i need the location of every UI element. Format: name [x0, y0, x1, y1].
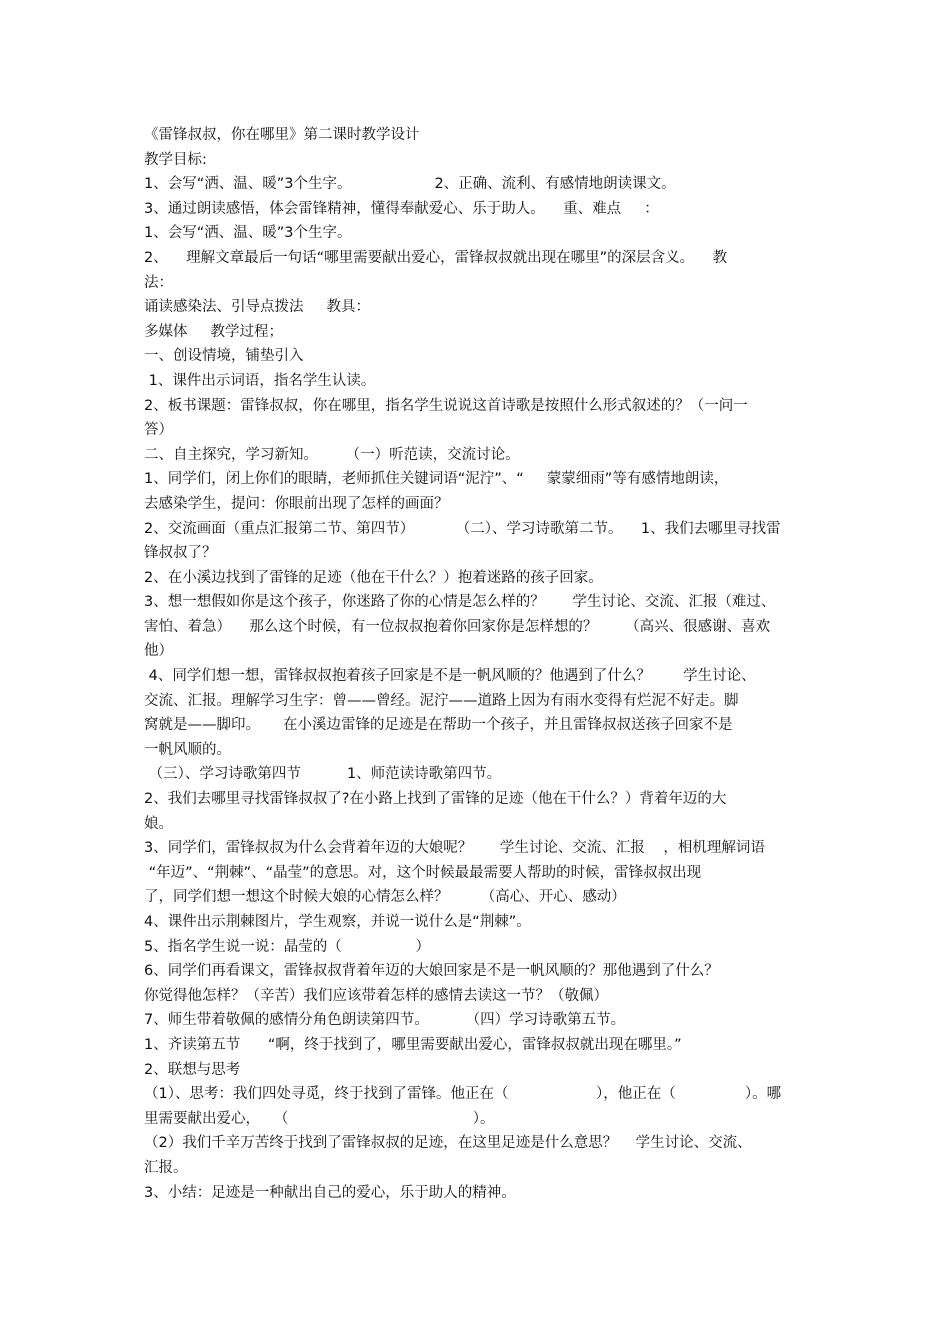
text-line: 3、小结：足迹是一种献出自己的爱心，乐于助人的精神。 — [144, 1184, 516, 1201]
text-line: 你觉得他怎样？（辛苦）我们应该带着怎样的感情去读这一节？（敬佩） — [144, 987, 608, 1004]
text-line: 法： — [144, 274, 173, 291]
text-line: 汇报。 — [144, 1159, 188, 1176]
text-line: “年迈”、“荆棘”、“晶莹”的意思。对，这个时候最最需要人帮助的时候，雷锋叔叔出现 — [144, 864, 702, 881]
text-line: 1、同学们，闭上你们的眼睛，老师抓住关键词语“泥泞”、“ 蒙蒙细雨”等有感情地朗读， — [144, 471, 729, 488]
text-line: 一帆风顺的。 — [144, 741, 231, 758]
text-line: 里需要献出爱心， （ ）。 — [144, 1110, 495, 1127]
text-line: 2、在小溪边找到了雷锋的足迹（他在干什么？）抱着迷路的孩子回家。 — [144, 569, 603, 586]
text-line: 1、齐读第五节 “啊，终于找到了，哪里需要献出爱心，雷锋叔叔就出现在哪里。” — [144, 1036, 682, 1053]
text-line: 诵读感染法、引导点拨法 教具： — [144, 299, 371, 316]
text-line: 5、指名学生说一说：晶莹的（ ） — [144, 938, 430, 955]
text-line: （2）我们千辛万苦终于找到了雷锋叔叔的足迹，在这里足迹是什么意思？ 学生讨论、交流、 — [144, 1135, 752, 1152]
text-line: 1、会写“洒、温、暖”3个生字。 2、正确、流利、有感情地朗读课文。 — [144, 176, 676, 193]
document-body — [144, 123, 814, 1205]
text-line: （三）、学习诗歌第四节 1、师范读诗歌第四节。 — [144, 766, 502, 783]
text-line: 教学目标: — [144, 151, 207, 168]
text-line: 去感染学生，提问：你眼前出现了怎样的画面？ — [144, 495, 449, 512]
text-line: 交流、汇报。理解学习生字：曾——曾经。泥泞——道路上因为有雨水变得有烂泥不好走。脚 — [144, 692, 739, 709]
text-line: 2、联想与思考 — [144, 1061, 241, 1078]
text-line: 害怕、着急） 那么这个时候，有一位叔叔抱着你回家你是怎样想的？ （高兴、很感谢、喜欢 — [144, 618, 771, 635]
text-line: 3、通过朗读感悟，体会雷锋精神，懂得奉献爱心、乐于助人。 重、难点 ： — [144, 200, 659, 217]
section-heading: 一、创设情境，铺垫引入 — [144, 348, 304, 365]
text-line: 1、会写“洒、温、暖”3个生字。 — [144, 225, 352, 242]
text-line: 2、板书课题：雷锋叔叔，你在哪里，指名学生说说这首诗歌是按照什么形式叙述的？（一问一 — [144, 397, 748, 414]
text-line: 答） — [144, 422, 173, 439]
text-line: （1）、思考：我们四处寻觅，终于找到了雷锋。他正在（ ），他正在（ ）。哪 — [144, 1086, 782, 1103]
text-line: 锋叔叔了？ — [144, 545, 217, 562]
text-line: 娘。 — [144, 815, 173, 832]
text-line: 4、课件出示荆棘图片，学生观察，并说一说什么是“荆棘”。 — [144, 914, 531, 930]
text-line: 6、同学们再看课文，雷锋叔叔背着年迈的大娘回家是不是一帆风顺的？那他遇到了什么？ — [144, 963, 719, 980]
text-line: 2、我们去哪里寻找雷锋叔叔了?在小路上找到了雷锋的足迹（他在干什么？）背着年迈的大 — [144, 791, 727, 808]
text-line: 他） — [144, 643, 173, 660]
text-line: 窝就是——脚印。 在小溪边雷锋的足迹是在帮助一个孩子，并且雷锋叔叔送孩子回家不是 — [144, 717, 733, 734]
text-line: 多媒体 教学过程； — [144, 323, 284, 340]
text-line: 2、交流画面（重点汇报第二节、第四节） （二）、学习诗歌第二节。 1、我们去哪里寻找雷 — [144, 520, 781, 537]
text-line: 了，同学们想一想这个时候大娘的心情怎么样？ （高心、开心、感动） — [144, 889, 626, 906]
section-heading: 二、自主探究，学习新知。 （一）听范读，交流讨论。 — [144, 446, 520, 463]
text-line: 1、课件出示词语，指名学生认读。 — [144, 372, 376, 389]
text-line: 4、同学们想一想，雷锋叔叔抱着孩子回家是不是一帆风顺的？他遇到了什么？ 学生讨论、 — [144, 668, 756, 685]
text-line: 7、师生带着敬佩的感情分角色朗读第四节。 （四）学习诗歌第五节。 — [144, 1012, 626, 1029]
text-line: 3、同学们，雷锋叔叔为什么会背着年迈的大娘呢？ 学生讨论、交流、汇报 ，相机理解词语 — [144, 840, 765, 857]
text-line: 2、 理解文章最后一句话“哪里需要献出爱心，雷锋叔叔就出现在哪里”的深层含义。 教 — [144, 249, 728, 266]
document-title: 《雷锋叔叔，你在哪里》第二课时教学设计 — [144, 127, 420, 143]
text-line: 3、想一想假如你是这个孩子，你迷路了你的心情是怎么样的？ 学生讨论、交流、汇报（难过、 — [144, 594, 776, 611]
